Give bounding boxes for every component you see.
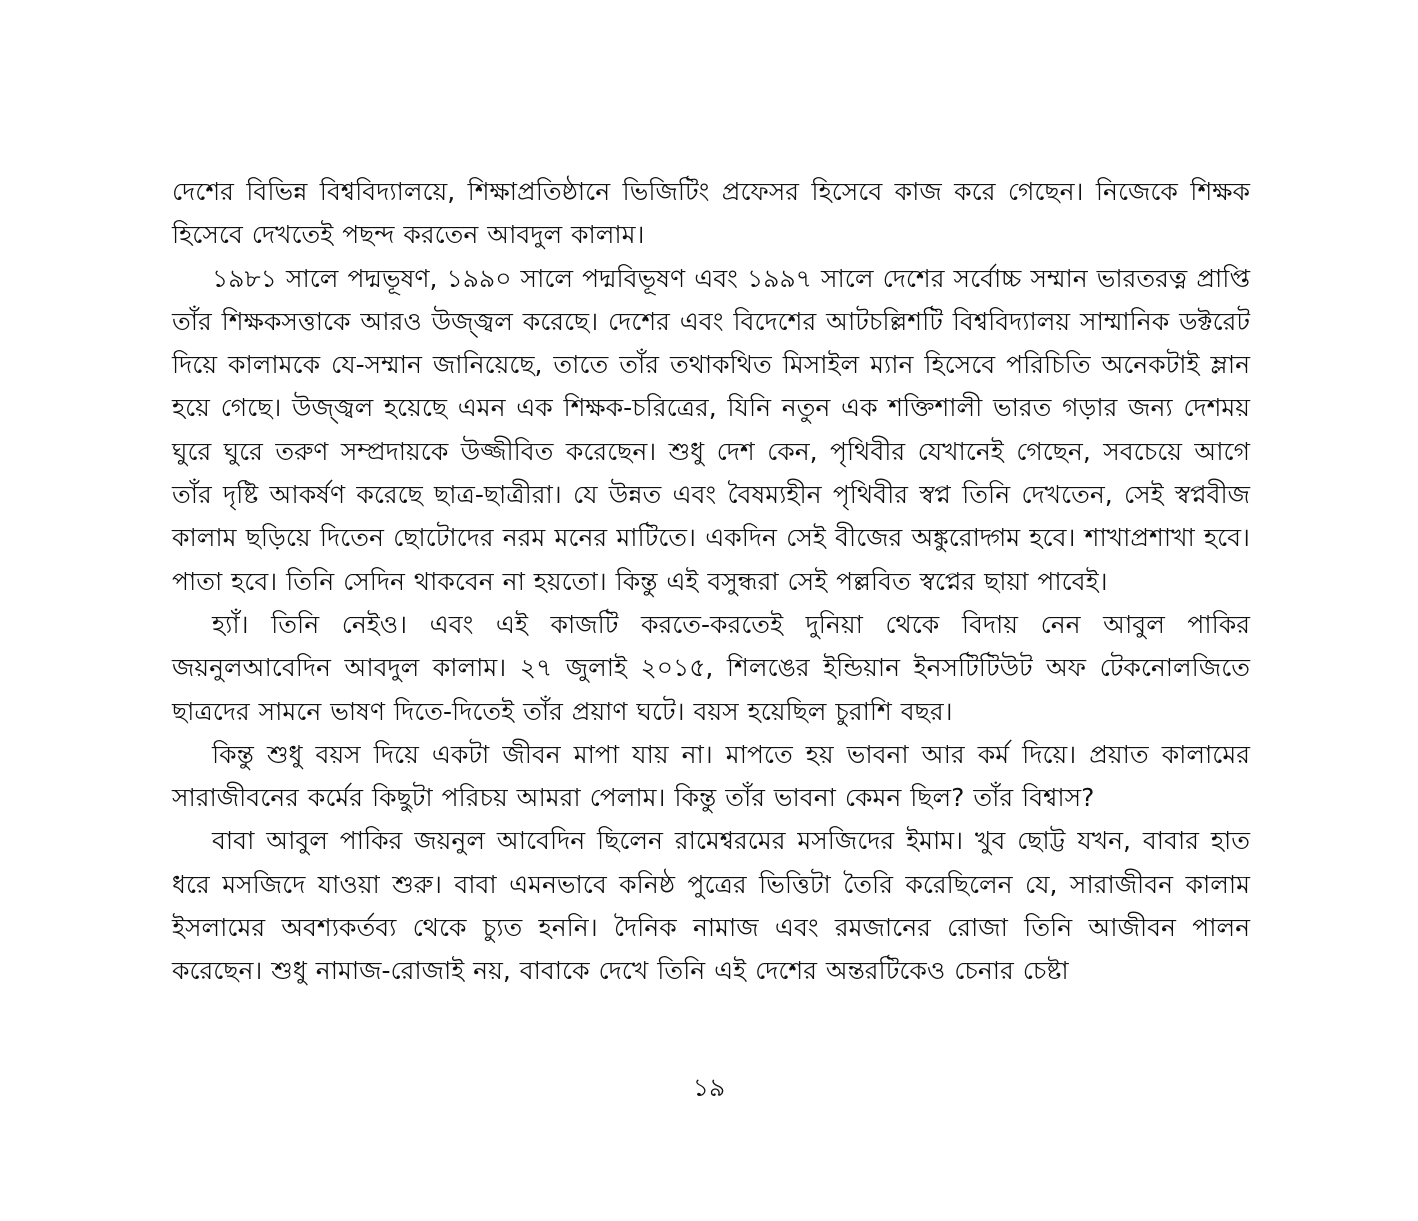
paragraph-3: হ্যাঁ। তিনি নেইও। এবং এই কাজটি করতে-করতেই দুনিয়া থেকে বিদায় নেন আবুল পাকির জয়নুলআবেদিন আবদুল কালাম। ২৭ জুলাই ২০১৫, শিলঙের ইন্ডিয়ান ইনসটিটিউট অফ টেকনোলজিতে ছাত্রদের সামনে ভাষণ দিতে-দিতেই তাঁর প্রয়াণ ঘটে। বয়স হয়েছিল চুরাশি বছর। <box>172 609 1250 726</box>
paragraph-4: কিন্তু শুধু বয়স দিয়ে একটা জীবন মাপা যায় না। মাপতে হয় ভাবনা আর কর্ম দিয়ে। প্রয়াত কালামের সারাজীবনের কর্মের কিছুটা পরিচয় আমরা পেলাম। কিন্তু তাঁর ভাবনা কেমন ছিল? তাঁর বিশ্বাস? <box>172 739 1250 813</box>
body-text <box>172 170 1250 993</box>
page-number: ১৯ <box>692 1073 726 1102</box>
paragraph-1: দেশের বিভিন্ন বিশ্ববিদ্যালয়ে, শিক্ষাপ্রতিষ্ঠানে ভিজিটিং প্রফেসর হিসেবে কাজ করে গেছেন। নিজেকে শিক্ষক হিসেবে দেখতেই পছন্দ করতেন আবদুল কালাম। <box>172 177 1250 250</box>
paragraph-5: বাবা আবুল পাকির জয়নুল আবেদিন ছিলেন রামেশ্বরমের মসজিদের ইমাম। খুব ছোট্ট যখন, বাবার হাত ধরে মসজিদে যাওয়া শুরু। বাবা এমনভাবে কনিষ্ঠ পুত্রের ভিত্তিটা তৈরি করেছিলেন যে, সারাজীবন কালাম ইসলামের অবশ্যকর্তব্য থেকে চ্যুত হননি। দৈনিক নামাজ এবং রমজানের রোজা তিনি আজীবন পালন করেছেন। শুধু নামাজ-রোজাই নয়, বাবাকে দেখে তিনি এই দেশের অন্তরটিকেও চেনার চেষ্টা <box>172 826 1250 986</box>
paragraph-2: ১৯৮১ সালে পদ্মভূষণ, ১৯৯০ সালে পদ্মবিভূষণ এবং ১৯৯৭ সালে দেশের সর্বোচ্চ সম্মান ভারতরত্ন প্রাপ্তি তাঁর শিক্ষকসত্তাকে আরও উজ্জ্বল করেছে। দেশের এবং বিদেশের আটচল্লিশটি বিশ্ববিদ্যালয় সাম্মানিক ডক্টরেট দিয়ে কালামকে যে-সম্মান জানিয়েছে, তাতে তাঁর তথাকথিত মিসাইল ম্যান হিসেবে পরিচিতি অনেকটাই ম্লান হয়ে গেছে। উজ্জ্বল হয়েছে এমন এক শিক্ষক-চরিত্রের, যিনি নতুন এক শক্তিশালী ভারত গড়ার জন্য দেশময় ঘুরে ঘুরে তরুণ সম্প্রদায়কে উজ্জীবিত করেছেন। শুধু দেশ কেন, পৃথিবীর যেখানেই গেছেন, সবচেয়ে আগে তাঁর দৃষ্টি আকর্ষণ করেছে ছাত্র-ছাত্রীরা। যে উন্নত এবং বৈষম্যহীন পৃথিবীর স্বপ্ন তিনি দেখতেন, সেই স্বপ্নবীজ কালাম ছড়িয়ে দিতেন ছোটোদের নরম মনের মাটিতে। একদিন সেই বীজের অঙ্কুরোদ্গম হবে। শাখাপ্রশাখা হবে। পাতা হবে। তিনি সেদিন থাকবেন না হয়তো। কিন্তু এই বসুন্ধরা সেই পল্লবিত স্বপ্নের ছায়া পাবেই। <box>172 263 1250 596</box>
